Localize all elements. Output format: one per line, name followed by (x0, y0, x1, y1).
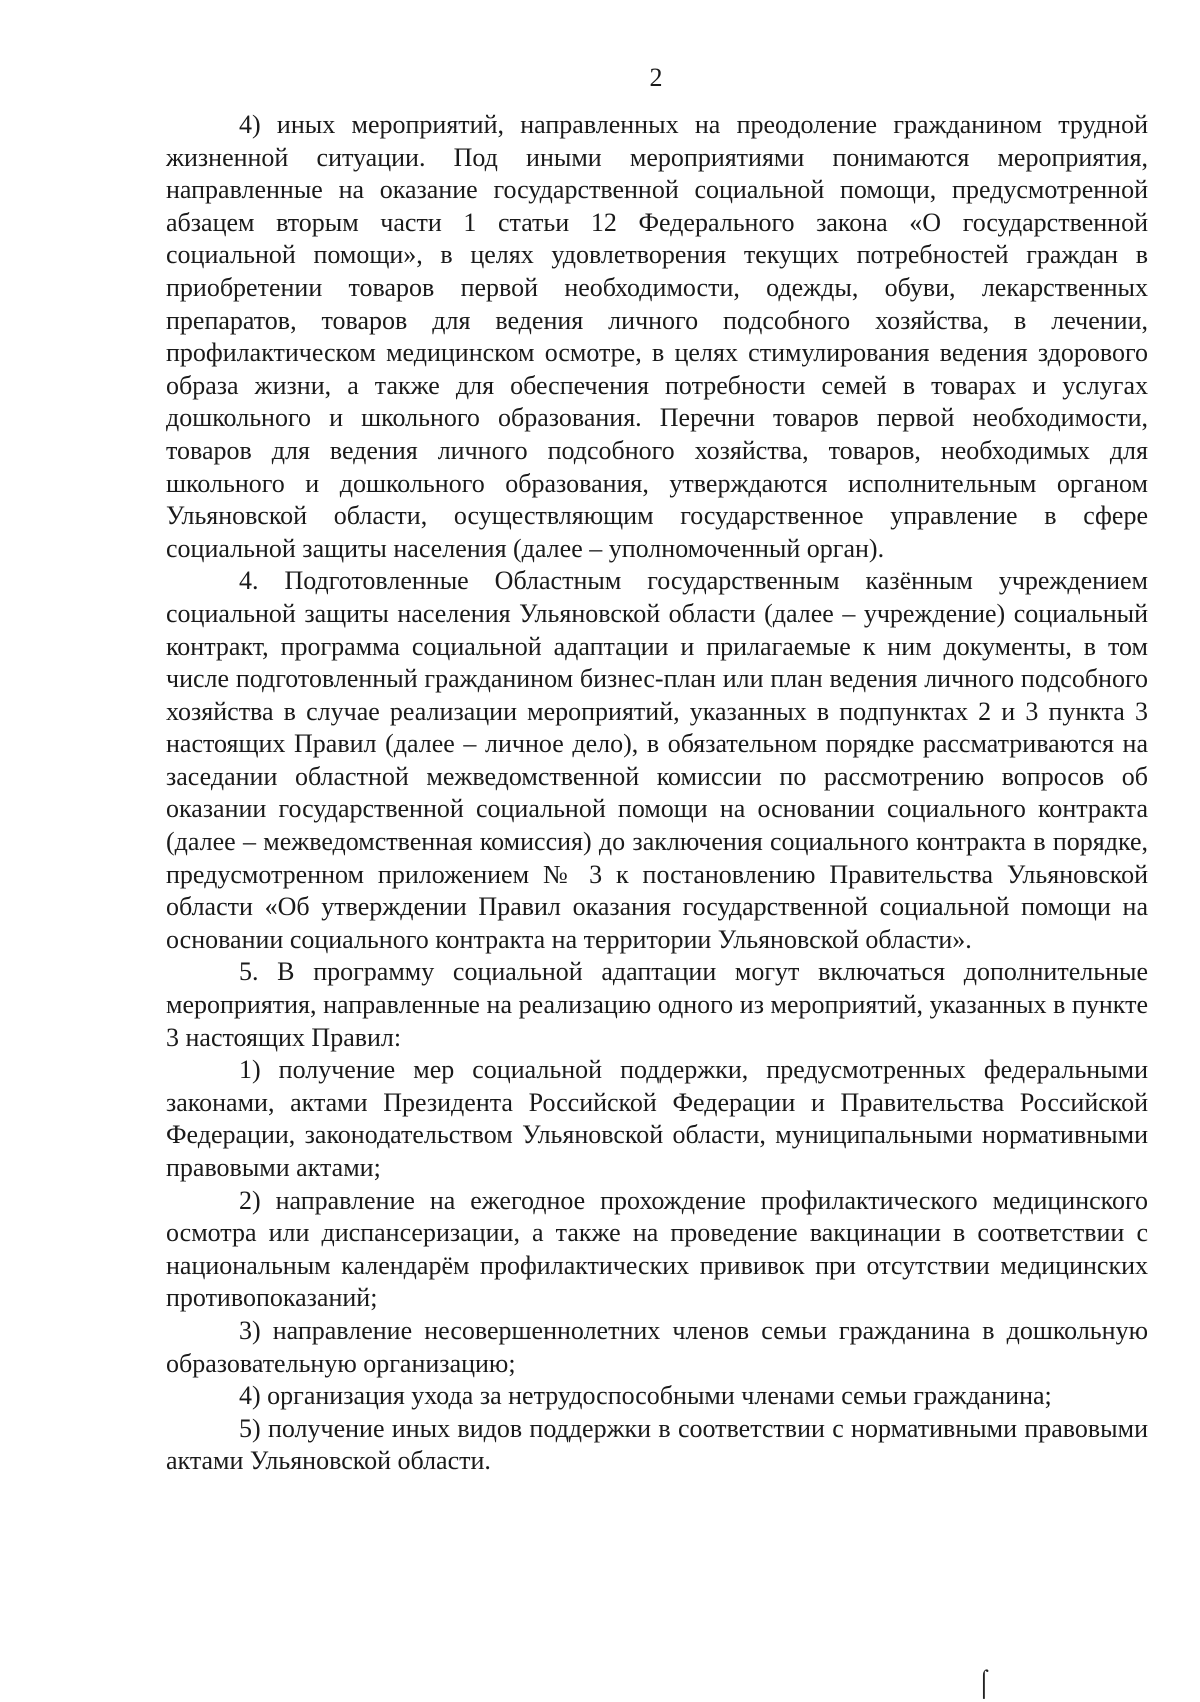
page-number: 2 (649, 63, 663, 92)
list-item-4-care: 4) организация ухода за нетрудоспособными членами семьи гражданина; (239, 1381, 1052, 1411)
paragraph-item-4-other-measures: 4) иных мероприятий, направленных на преодоление гражданином трудной жизненной ситуации. Под иными мероприятиями понимаются мероприятия, направленные на оказание государственной социальной помощи, предусмотренной абзацем вторым части 1 статьи 12 Федерального закона «О государственной социальной помощи», в целях удовлетворения текущих потребностей граждан в приобретении товаров первой необходимости, одежды, обуви, лекарственных препаратов, товаров для ведения личного подсобного хозяйства, в лечении, профилактическом медицинском осмотре, в целях стимулирования ведения здорового образа жизни, а также для обеспечения потребности семей в товарах и услугах дошкольного и школьного образования. Перечни товаров первой необходимости, товаров для ведения личного подсобного хозяйства, товаров, необходимых для школьного и дошкольного образования, утверждаются исполнительным органом Ульяновской области, осуществляющим государственное управление в сфере социальной защиты населения (далее – уполномоченный орган). (166, 110, 1148, 563)
scan-stray-mark: ⌠ (976, 1668, 992, 1697)
list-item-5-other-support: 5) получение иных видов поддержки в соответствии с нормативными правовыми актами Ульяновской области. (166, 1413, 1148, 1476)
paragraph-section-5-additional-measures: 5. В программу социальной адаптации могут включаться дополнительные мероприятия, направленные на реализацию одного из мероприятий, указанных в пункте 3 настоящих Правил: (166, 957, 1148, 1052)
document-body (166, 109, 1148, 1478)
list-item-3-preschool: 3) направление несовершеннолетних членов семьи гражданина в дошкольную образовательную организацию; (166, 1315, 1148, 1378)
list-item-2-medical-examination: 2) направление на ежегодное прохождение профилактического медицинского осмотра или диспансеризации, а также на проведение вакцинации в соответствии с национальным календарём профилактических прививок при отсутствии медицинских противопоказаний; (166, 1185, 1148, 1313)
list-item-1-support-measures: 1) получение мер социальной поддержки, предусмотренных федеральными законами, актами Президента Российской Федерации и Правительства Российской Федерации, законодательством Ульяновской области, муниципальными нормативными правовыми актами; (166, 1055, 1148, 1182)
paragraph-section-4-personal-file: 4. Подготовленные Областным государственным казённым учреждением социальной защиты населения Ульяновской области (далее – учреждение) социальный контракт, программа социальной адаптации и прилагаемые к ним документы, в том числе подготовленный гражданином бизнес-план или план ведения личного подсобного хозяйства в случае реализации мероприятий, указанных в подпунктах 2 и 3 пункта 3 настоящих Правил (далее – личное дело), в обязательном порядке рассматриваются на заседании областной межведомственной комиссии по рассмотрению вопросов об оказании государственной социальной помощи на основании социального контракта (далее – межведомственная комиссия) до заключения социального контракта в порядке, предусмотренном приложением № 3 к постановлению Правительства Ульяновской области «Об утверждении Правил оказания государственной социальной помощи на основании социального контракта на территории Ульяновской области». (166, 566, 1148, 954)
